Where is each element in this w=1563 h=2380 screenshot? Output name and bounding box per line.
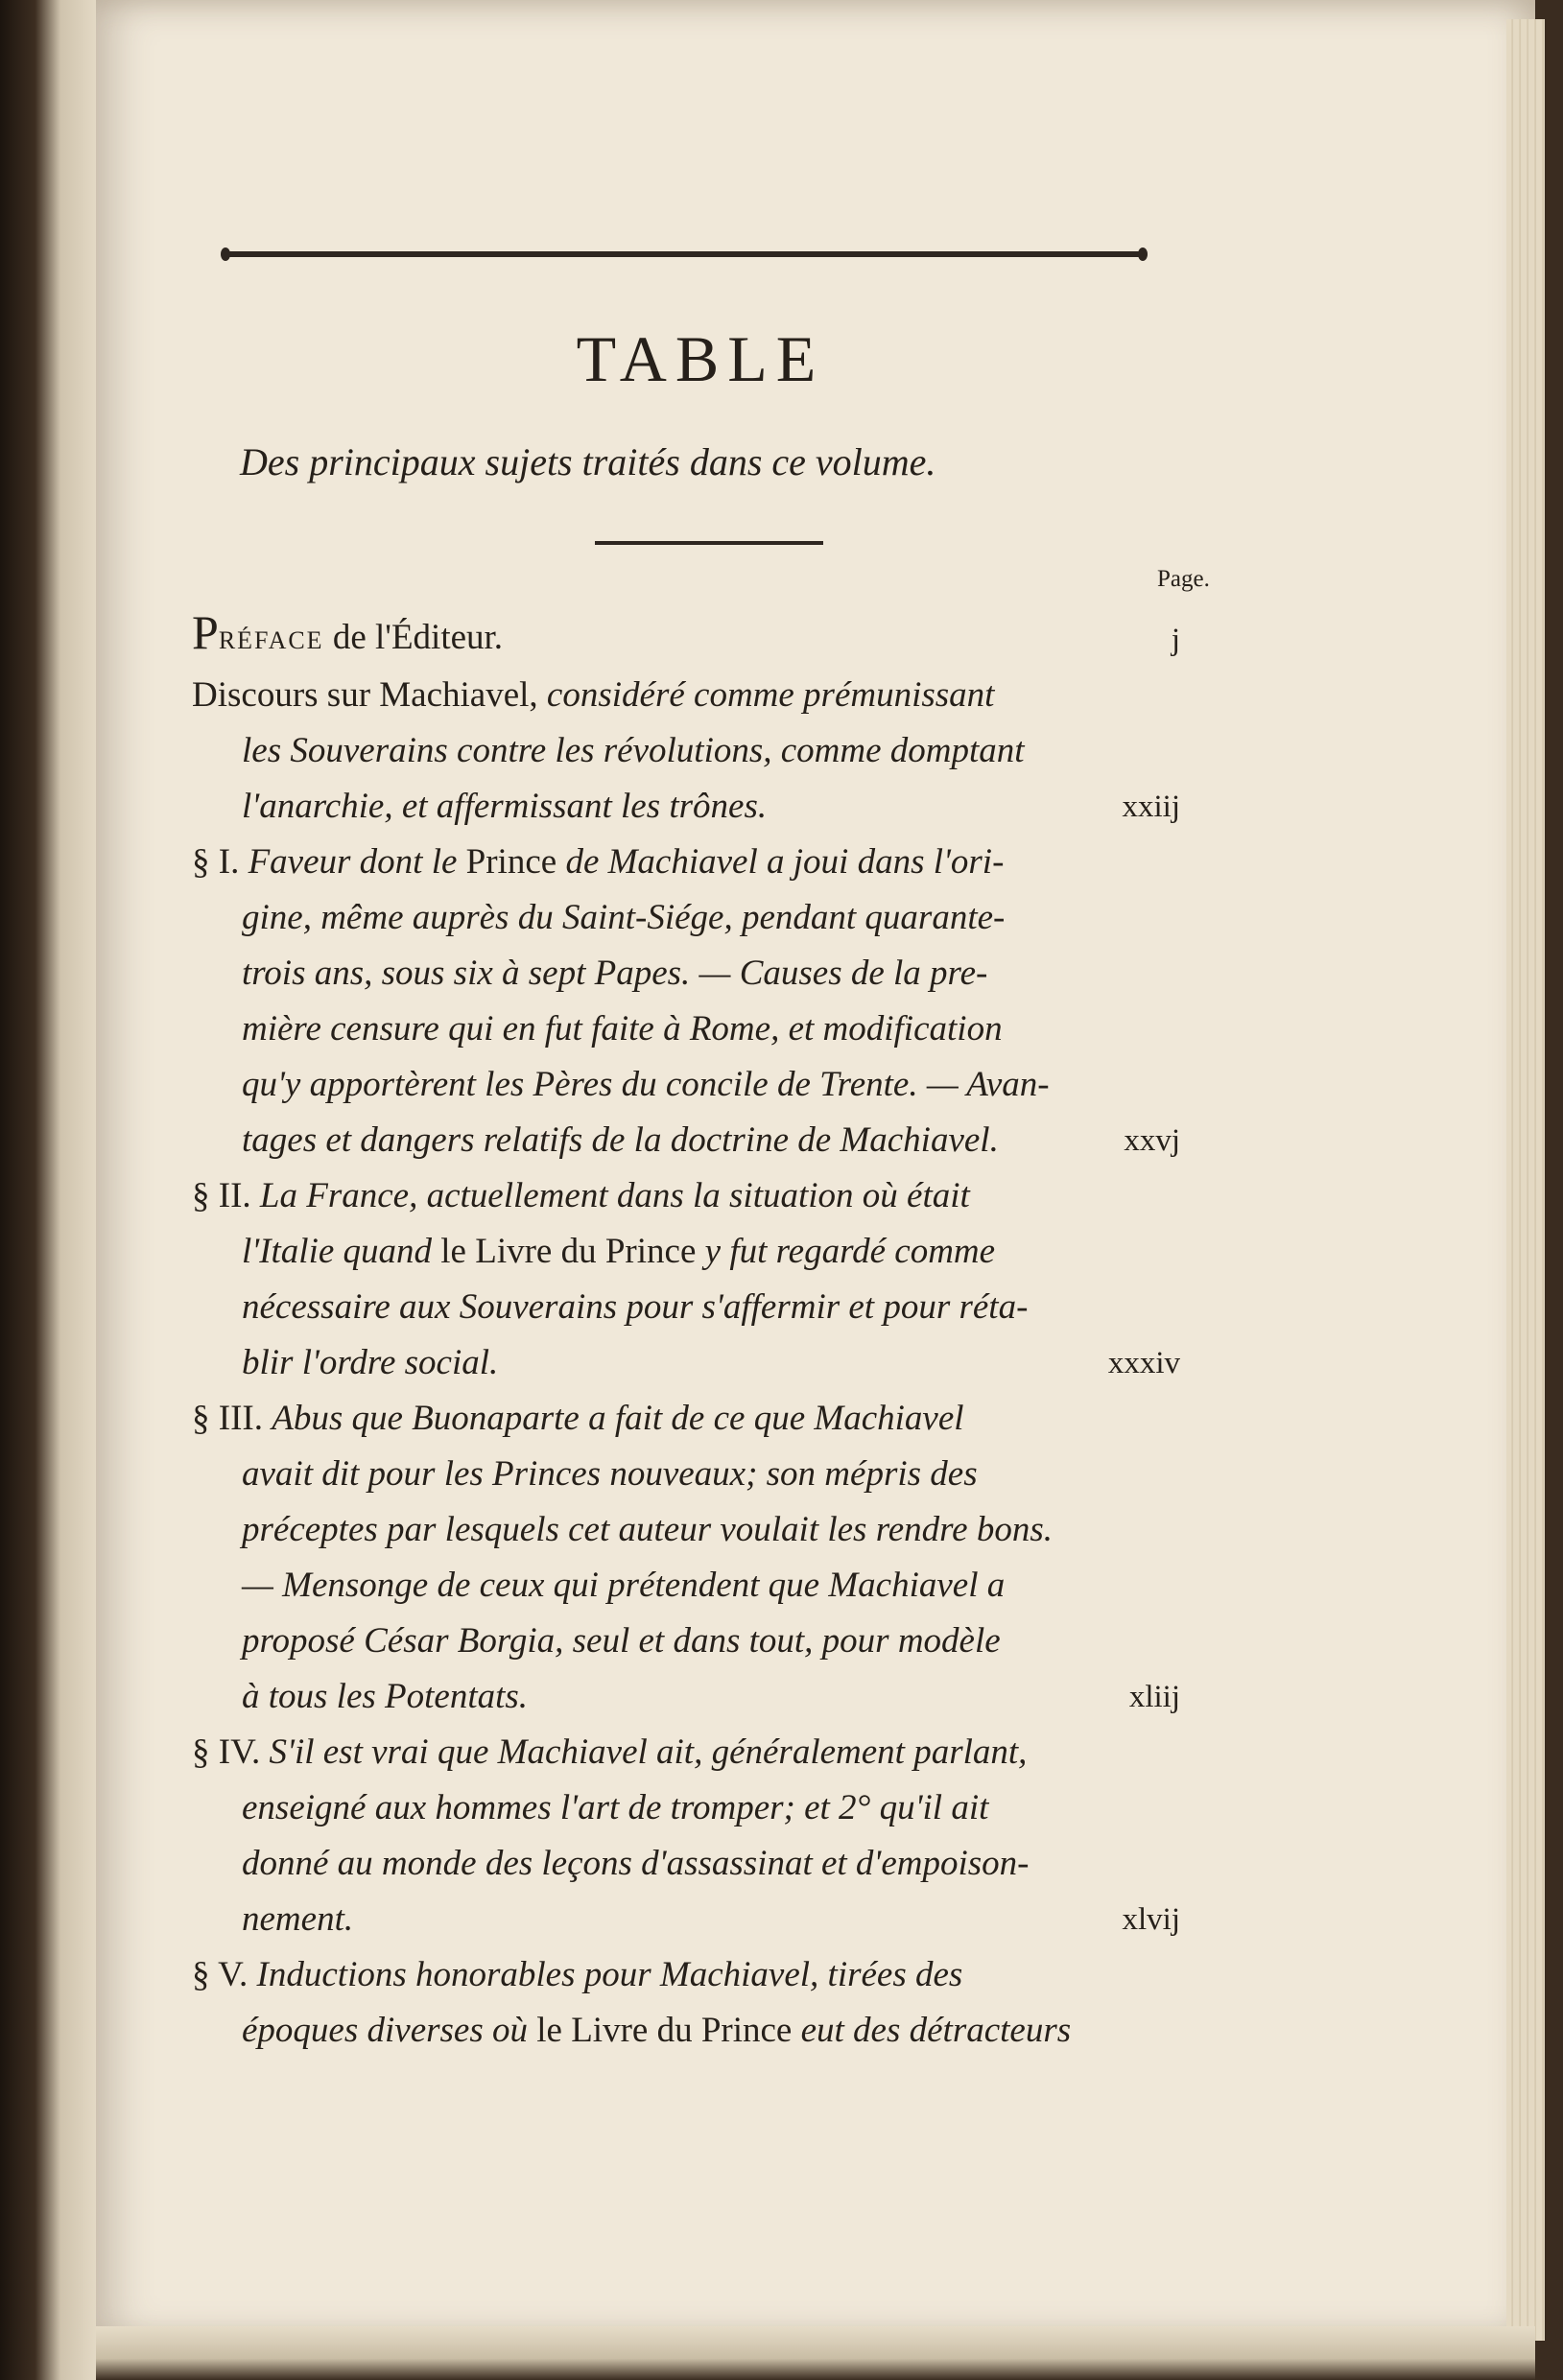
toc-entry: [192, 602, 1180, 668]
toc-entry-line: [192, 1113, 1161, 1168]
toc-entry-line: [192, 1947, 1161, 2003]
toc-text: blir l'ordre social.: [242, 1343, 499, 1382]
toc-entry-line: [192, 1280, 1161, 1335]
toc-entry-line: [192, 602, 1161, 668]
toc-entry-line: [192, 1614, 1161, 1669]
short-divider: [595, 541, 823, 545]
toc-text: S'il est vrai que Machiavel ait, généralement parlant,: [269, 1732, 1028, 1772]
toc-entry-line: [192, 1168, 1161, 1224]
toc-entry-line: [192, 1335, 1161, 1391]
toc-entry-line: [192, 1447, 1161, 1502]
toc-entry-line: [192, 1725, 1161, 1780]
toc-text: considéré comme prémunissant: [546, 675, 995, 715]
toc-entry: [192, 1947, 1161, 2059]
page-stack-edge: [1506, 19, 1545, 2341]
ornamental-rule: [223, 251, 1146, 257]
toc-text: § IV.: [192, 1732, 270, 1772]
toc-text: l'anarchie, et affermissant les trônes.: [242, 787, 768, 826]
toc-entry-line: [192, 1224, 1161, 1280]
toc-text: La France, actuellement dans la situation où était: [259, 1176, 970, 1215]
toc-text: Discours sur Machiavel,: [192, 675, 547, 715]
toc-entry-line: [192, 1669, 1161, 1725]
toc-entry-line: [192, 1892, 1161, 1947]
toc-text: Abus que Buonaparte a fait de ce que Machiavel: [272, 1399, 964, 1438]
toc-entry-line: [192, 946, 1161, 1001]
toc-entry-line: [192, 1836, 1161, 1892]
toc-text: eut des détracteurs: [800, 2011, 1072, 2050]
rule-end-dot: [1138, 247, 1148, 261]
toc-text: nécessaire aux Souverains pour s'affermir et pour réta-: [242, 1287, 1029, 1327]
toc-text: mière censure qui en fut faite à Rome, et modification: [242, 1009, 1003, 1049]
page-title: TABLE: [576, 322, 825, 395]
toc-page-number: xliij: [1128, 1680, 1180, 1714]
toc-text: à tous les Potentats.: [242, 1677, 529, 1716]
toc-entry-line: [192, 1558, 1161, 1614]
toc-text: avait dit pour les Princes nouveaux; son mépris des: [242, 1454, 978, 1494]
toc-text: § V.: [192, 1955, 257, 1994]
toc-entry: [192, 668, 1180, 835]
toc-entry-line: [192, 1391, 1161, 1447]
page-subtitle: Des principaux sujets traités dans ce volume.: [240, 440, 936, 483]
toc-entry-line: [192, 779, 1161, 835]
toc-entry-line: [192, 1502, 1161, 1558]
page-bottom-edge: [96, 2326, 1535, 2380]
toc-text: les Souverains contre les révolutions, comme domptant: [242, 731, 1025, 770]
rule-end-dot: [221, 247, 230, 261]
toc-text: qu'y apportèrent les Pères du concile de Trente. — Avan-: [242, 1065, 1050, 1104]
toc-text: préceptes par lesquels cet auteur voulait les rendre bons.: [242, 1510, 1054, 1549]
toc-text: enseigné aux hommes l'art de tromper; et 2° qu'il ait: [242, 1788, 989, 1827]
toc-page-number: xxiij: [1122, 789, 1180, 824]
toc-text: Inductions honorables pour Machiavel, tirées des: [256, 1955, 963, 1994]
toc-text: y fut regardé comme: [704, 1232, 996, 1271]
toc-page-number: xlvij: [1122, 1902, 1180, 1937]
toc-entry-line: [192, 668, 1161, 723]
toc-entry: [192, 835, 1180, 1168]
toc-entry-line: [192, 1001, 1161, 1057]
toc-text: Faveur dont le: [248, 842, 466, 882]
toc-entry-line: [192, 1057, 1161, 1113]
toc-text: donné au monde des leçons d'assassinat et d'empoison-: [242, 1844, 1030, 1883]
toc-text: de Machiavel a joui dans l'ori-: [565, 842, 1005, 882]
toc-text: de l'Éditeur.: [323, 618, 504, 657]
toc-text: § I.: [192, 842, 249, 882]
toc-page-number: xxxiv: [1107, 1346, 1180, 1380]
toc-page-number: j: [1171, 623, 1180, 657]
toc-entry-line: [192, 723, 1161, 779]
toc-text: l'Italie quand: [242, 1232, 441, 1271]
toc-text: le Livre du Prince: [536, 2011, 801, 2050]
toc-page-number: xxvj: [1124, 1123, 1180, 1158]
toc-text: tages et dangers relatifs de la doctrine de Machiavel.: [242, 1120, 999, 1160]
toc-entry: [192, 1168, 1180, 1391]
toc-text: Prince: [465, 842, 566, 882]
toc-entry: [192, 1725, 1180, 1947]
table-of-contents: [192, 602, 1247, 2059]
toc-text: nement.: [242, 1899, 354, 1939]
toc-entry-line: [192, 890, 1161, 946]
toc-text: proposé César Borgia, seul et dans tout, pour modèle: [242, 1621, 1001, 1661]
toc-entry-line: [192, 2003, 1161, 2059]
page-column-label: Page.: [1157, 566, 1210, 592]
toc-text: § II.: [192, 1176, 260, 1215]
toc-text: époques diverses où: [242, 2011, 537, 2050]
toc-entry-line: [192, 1780, 1161, 1836]
toc-text: le Livre du Prince: [440, 1232, 705, 1271]
toc-text: P: [192, 605, 219, 659]
toc-entry: [192, 1391, 1180, 1725]
toc-text: § III.: [192, 1399, 272, 1438]
toc-text: — Mensonge de ceux qui prétendent que Machiavel a: [242, 1566, 1006, 1605]
toc-text: réface: [218, 618, 324, 657]
toc-entry-line: [192, 835, 1161, 890]
toc-text: gine, même auprès du Saint-Siége, pendant quarante-: [242, 898, 1006, 937]
toc-text: trois ans, sous six à sept Papes. — Causes de la pre-: [242, 954, 988, 993]
